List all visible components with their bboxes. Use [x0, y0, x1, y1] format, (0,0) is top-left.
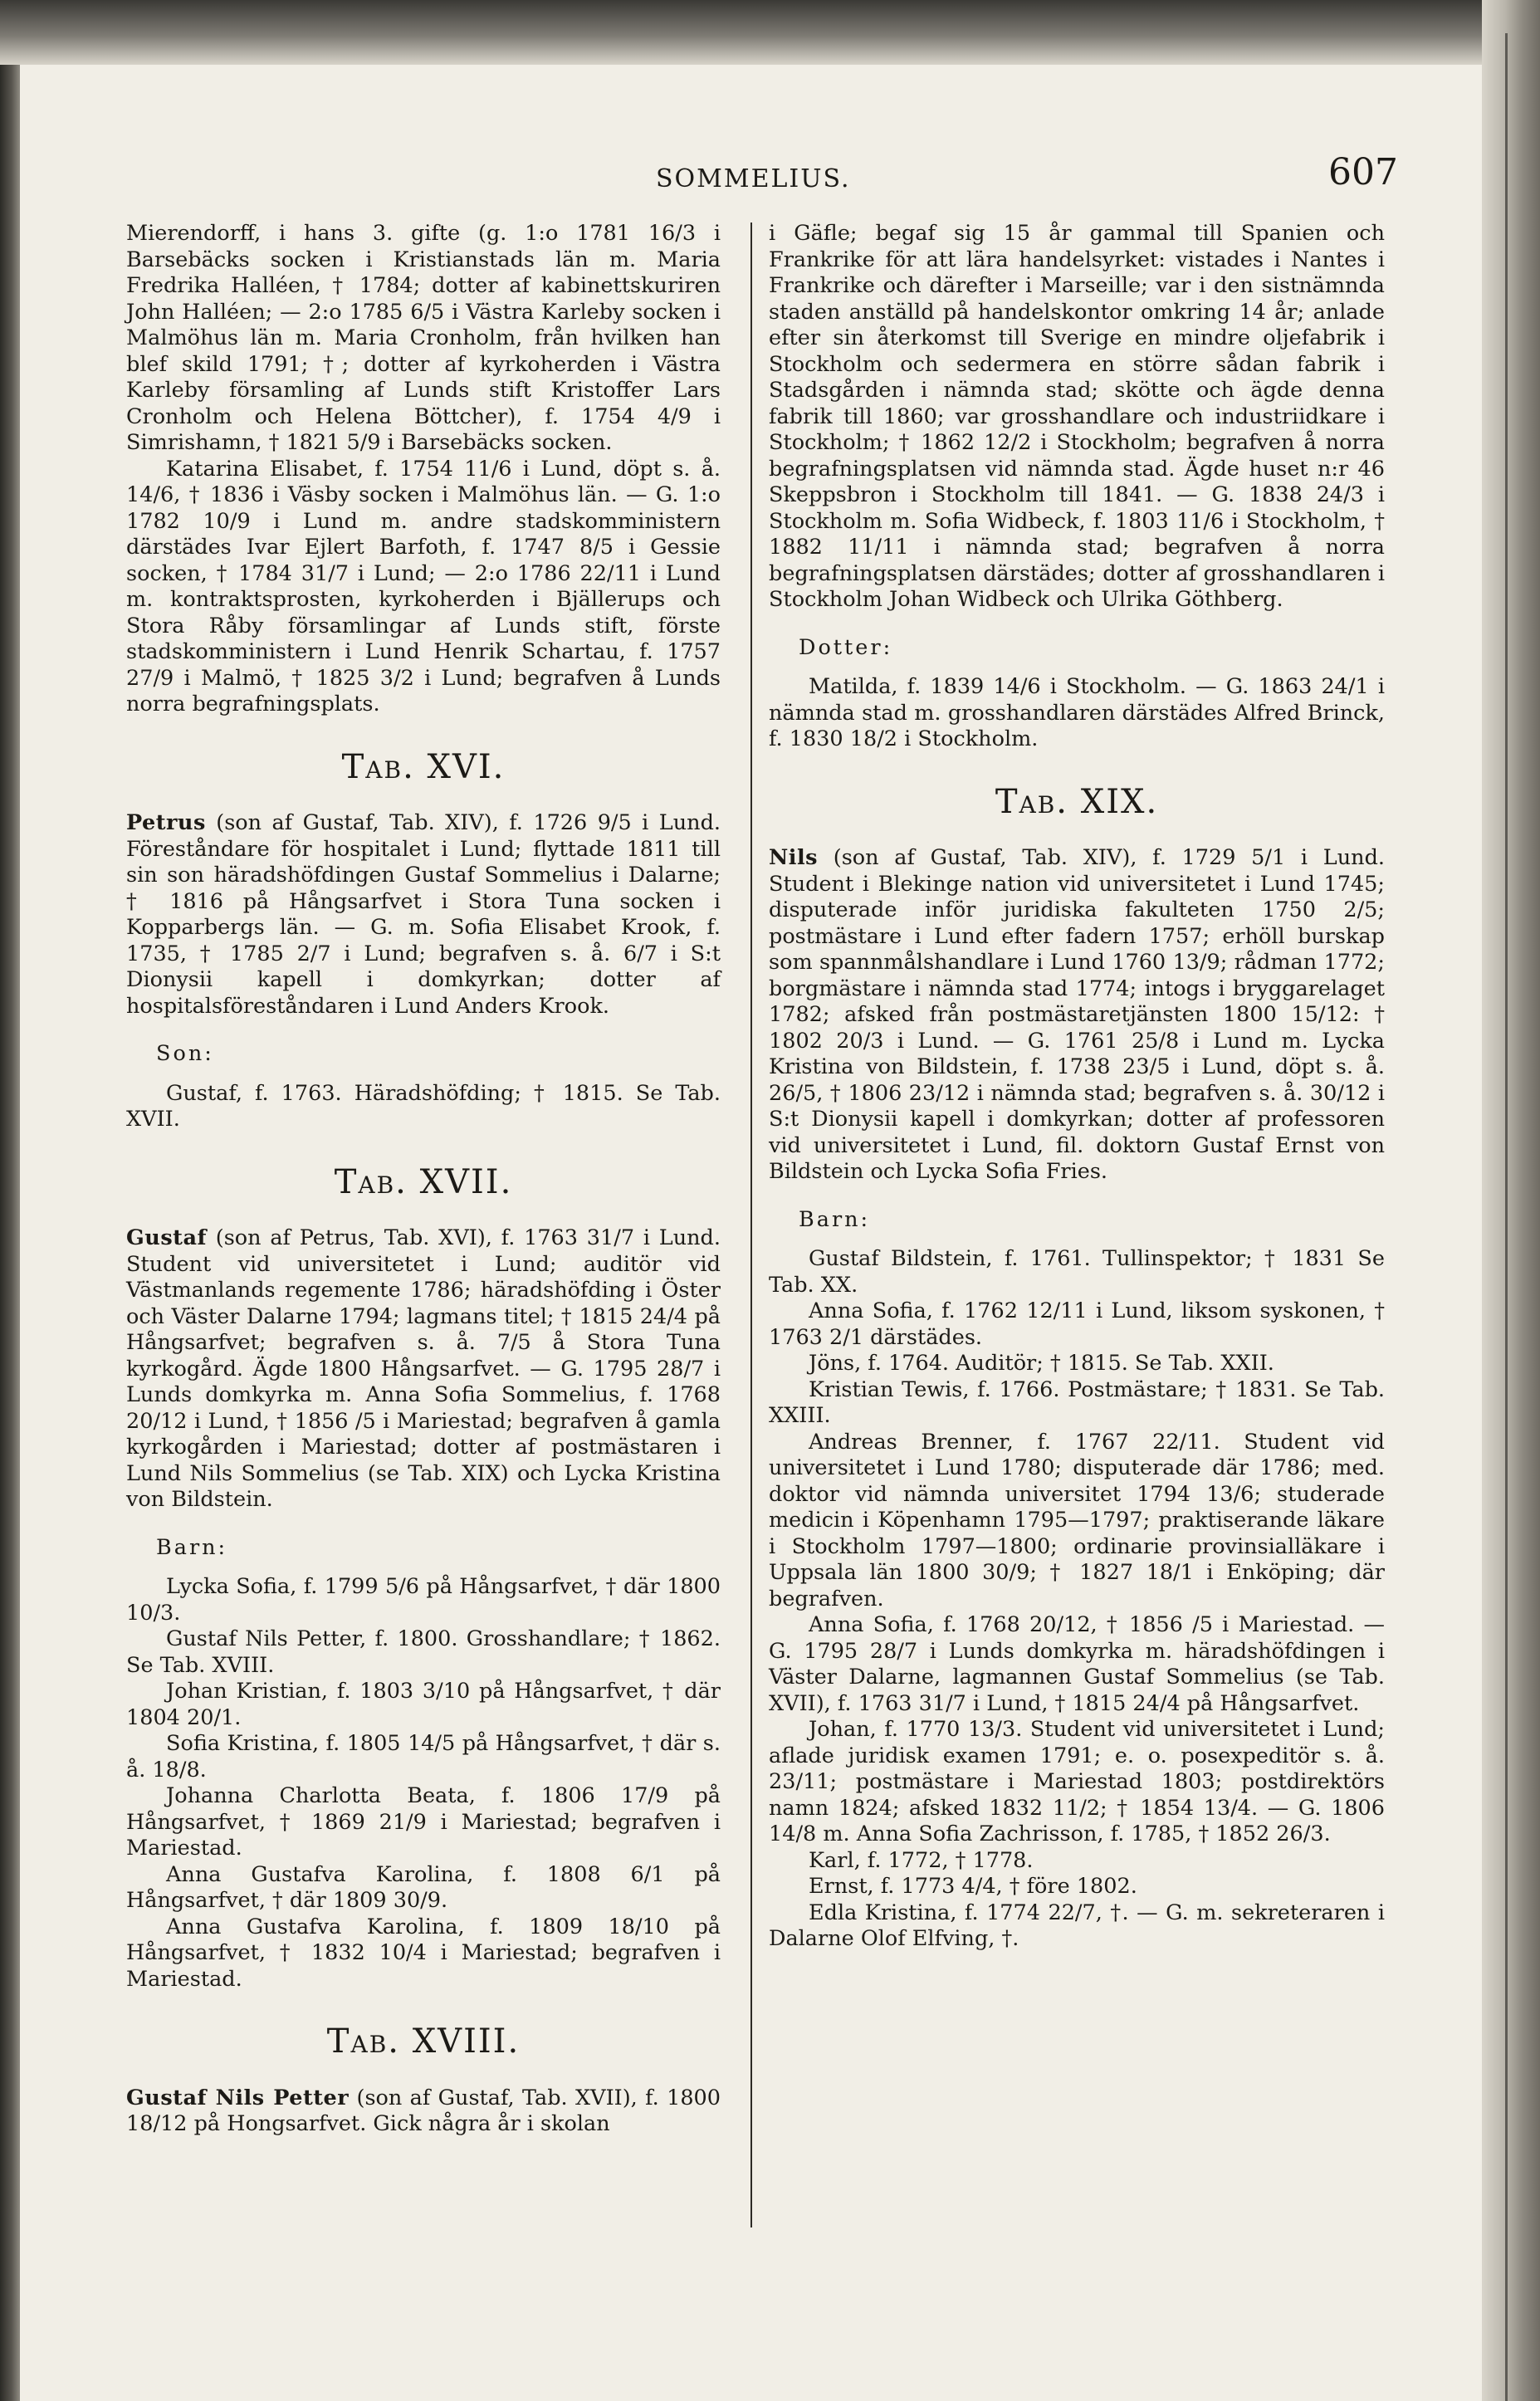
- tab-xix-child: Gustaf Bildstein, f. 1761. Tullinspektor; † 1831 Se Tab. XX.: [769, 1246, 1385, 1298]
- tab-xvii-child: Sofia Kristina, f. 1805 14/5 på Hångsarfvet, † där s. å. 18/8.: [126, 1731, 721, 1782]
- book-spine-shadow: [0, 0, 20, 2401]
- tab-xvii-children-label: Barn:: [156, 1534, 228, 1560]
- tab-xvii-child: Gustaf Nils Petter, f. 1800. Grosshandlare; † 1862. Se Tab. XVIII.: [126, 1626, 721, 1678]
- tab-xix-lead: Nils: [769, 845, 819, 870]
- tab-xix-child: Karl, f. 1772, † 1778.: [809, 1847, 1034, 1873]
- tab-xix-entry: [769, 845, 1385, 1186]
- tab-xviii-heading: Tab. XVIII.: [326, 2022, 521, 2061]
- tab-xvii-child: Anna Gustafva Karolina, f. 1809 18/10 på Hångsarfvet, † 1832 10/4 i Mariestad; begrafven i Mariestad.: [126, 1914, 721, 1992]
- left-column: [126, 221, 721, 2138]
- tab-xviii-body: (son af Gustaf, Tab. XVII), f. 1800 18/12 på Hongsarfvet. Gick några år i skolan: [126, 2085, 721, 2136]
- tab-xvii-heading: Tab. XVII.: [334, 1162, 513, 1201]
- tab-xix-heading: Tab. XIX.: [995, 782, 1159, 821]
- column-divider: [750, 222, 752, 2227]
- tab-xix-child: Anna Sofia, f. 1768 20/12, † 1856 /5 i Mariestad. — G. 1795 28/7 i Lunds domkyrka m. häradshöfdingen i Väster Dalarne, lagmannen Gustaf Sommelius (se Tab. XVII), f. 1763 31/7 i Lund, † 1815 24/4 på Hångsarfvet.: [769, 1612, 1385, 1716]
- tab-xviii-lead: Gustaf Nils Petter: [126, 2085, 350, 2110]
- tab-xvii-child: Johanna Charlotta Beata, f. 1806 17/9 på Hångsarfvet, † 1869 21/9 i Mariestad; begrafven i Mariestad.: [126, 1783, 721, 1861]
- top-edge-shadow: [0, 0, 1540, 65]
- tab-xvi-lead: Petrus: [126, 810, 206, 835]
- tab-xix-child: Kristian Tewis, f. 1766. Postmästare; † 1831. Se Tab. XXIII.: [769, 1377, 1385, 1428]
- tab-xix-child: Jöns, f. 1764. Auditör; † 1815. Se Tab. XXII.: [809, 1351, 1274, 1376]
- tab-xviii-daughter-label: Dotter:: [799, 634, 893, 660]
- tab-xvii-lead: Gustaf: [126, 1225, 207, 1250]
- tab-xix-children-label: Barn:: [799, 1206, 871, 1232]
- tab-xix-child: Edla Kristina, f. 1774 22/7, †. — G. m. sekreteraren i Dalarne Olof Elfving, †.: [769, 1900, 1385, 1951]
- tab-xvi-son-label: Son:: [156, 1041, 214, 1066]
- page-header: [0, 108, 1540, 193]
- tab-xvii-entry: [126, 1225, 721, 1513]
- tab-xvii-child: Johan Kristian, f. 1803 3/10 på Hångsarfvet, † där 1804 20/1.: [126, 1679, 721, 1730]
- right-column: [769, 221, 1385, 1953]
- running-title: SOMMELIUS.: [656, 164, 851, 193]
- tab-xvi-son: Gustaf, f. 1763. Häradshöfding; † 1815. Se Tab. XVII.: [126, 1080, 721, 1132]
- tab-xviii-continuation: i Gäfle; begaf sig 15 år gammal till Spanien och Frankrike för att lära handelsyrket: vistades i Nantes i Frankrike och därefter i Marseille; var i den sistnämnda staden anställd på handelskontor omkring 14 år; anlade efter sin återkomst till Sverige en mindre oljefabrik i Stockholm och sedermera en större sådan fabrik i Stadsgården i nämnda stad; skötte och ägde denna fabrik till 1860; var grosshandlare och industriidkare i Stockholm; † 1862 12/2 i Stockholm; begrafven å norra begrafningsplatsen vid nämnda stad. Ägde huset n:r 46 Skeppsbron i Stockholm till 1841. — G. 1838 24/3 i Stockholm m. Sofia Widbeck, f. 1803 11/6 i Stockholm, † 1882 11/11 i nämnda stad; begrafven å norra begrafningsplatsen därstädes; dotter af grosshandlaren i Stockholm Johan Widbeck och Ulrika Göthberg.: [769, 221, 1385, 612]
- intro-paragraph: Mierendorff, i hans 3. gifte (g. 1:o 1781 16/3 i Barsebäcks socken i Kristianstads län m. Maria Fredrika Halléen, † 1784; dotter af kabinettskuriren John Halléen; — 2:o 1785 6/5 i Västra Karleby socken i Malmöhus län m. Maria Cronholm, från hvilken han blef skild 1791; †; dotter af kyrkoherden i Västra Karleby församling af Lunds stift Kristoffer Lars Cronholm och Helena Böttcher), f. 1754 4/9 i Simrishamn, † 1821 5/9 i Barsebäcks socken.: [126, 221, 721, 455]
- tab-xix-child: Ernst, f. 1773 4/4, † före 1802.: [809, 1874, 1137, 1899]
- tab-xvii-child: Anna Gustafva Karolina, f. 1808 6/1 på Hångsarfvet, † där 1809 30/9.: [126, 1861, 721, 1913]
- tab-xvi-body: (son af Gustaf, Tab. XIV), f. 1726 9/5 i Lund. Föreståndare för hospitalet i Lund; flyttade 1811 till sin son häradshöfdingen Gustaf Sommelius i Dalarne; † 1816 på Hångsarfvet i Stora Tuna socken i Kopparbergs län. — G. m. Sofia Elisabet Krook, f. 1735, † 1785 2/7 i Lund; begrafven s. å. 6/7 i S:t Dionysii kapell i domkyrkan; dotter af hospitalsföreståndaren i Lund Anders Krook.: [126, 810, 721, 1019]
- tab-xvii-child: Lycka Sofia, f. 1799 5/6 på Hångsarfvet, † där 1800 10/3.: [126, 1574, 721, 1626]
- katarina-paragraph: Katarina Elisabet, f. 1754 11/6 i Lund, döpt s. å. 14/6, † 1836 i Väsby socken i Malmöhus län. — G. 1:o 1782 10/9 i Lund m. andre stadskomministern därstädes Ivar Ejlert Barfoth, f. 1747 8/5 i Gessie socken, † 1784 31/7 i Lund; — 2:o 1786 22/11 i Lund m. kontraktsprosten, kyrkoherden i Bjällerups och Stora Råby församlingar af Lunds stift, förste stadskomministern i Lund Henrik Schartau, f. 1757 27/9 i Malmö, † 1825 3/2 i Lund; begrafven å Lunds norra begrafningsplats.: [126, 456, 721, 716]
- tab-xvi-entry: [126, 810, 721, 1020]
- tab-xix-child: Johan, f. 1770 13/3. Student vid universitetet i Lund; aflade juridisk examen 1791; e. o. posexpeditör s. å. 23/11; postmästare i Mariestad 1803; postdirektörs namn 1824; afsked 1832 11/2; † 1854 13/4. — G. 1806 14/8 m. Anna Sofia Zachrisson, f. 1785, † 1852 26/3.: [769, 1717, 1385, 1846]
- tab-xix-body: (son af Gustaf, Tab. XIV), f. 1729 5/1 i Lund. Student i Blekinge nation vid universitetet i Lund 1745; disputerade inför juridiska fakulteten 1750 2/5; postmästare i Lund efter fadern 1757; erhöll burskap som spannmålshandlare i Lund 1760 13/9; rådman 1772; borgmästare i nämnda stad 1774; intogs i bryggarelaget 1782; afsked från postmästaretjänsten 1800 15/12: † 1802 20/3 i Lund. — G. 1761 25/8 i Lund m. Lycka Kristina von Bildstein, f. 1738 23/5 i Lund, döpt s. å. 26/5, † 1806 23/12 i nämnda stad; begrafven s. å. 30/12 i S:t Dionysii kapell i domkyrkan; dotter af professoren vid universitetet i Lund, fil. doktorn Gustaf Ernst von Bildstein och Lycka Sofia Fries.: [769, 845, 1385, 1184]
- page-number: 607: [1328, 151, 1398, 193]
- tab-xviii-entry: [126, 2086, 721, 2138]
- tab-xix-child: Andreas Brenner, f. 1767 22/11. Student vid universitetet i Lund 1780; disputerade där 1786; med. doktor vid nämnda universitet 1794 13/6; studerade medicin i Köpenhamn 1795—1797; praktiserande läkare i Stockholm 1797—1800; ordinarie provinsialläkare i Uppsala län 1800 30/9; † 1827 18/1 i Enköping; där begrafven.: [769, 1429, 1385, 1611]
- tab-xvi-heading: Tab. XVI.: [341, 747, 506, 786]
- tab-xix-child: Anna Sofia, f. 1762 12/11 i Lund, liksom syskonen, † 1763 2/1 därstädes.: [769, 1298, 1385, 1350]
- page-right-edge: [1482, 0, 1540, 2401]
- tab-xvii-body: (son af Petrus, Tab. XVI), f. 1763 31/7 i Lund. Student vid universitetet i Lund; auditör vid Västmanlands regemente 1786; häradshöfding i Öster och Väster Dalarne 1794; lagmans titel; † 1815 24/4 på Hångsarfvet; begrafven s. å. 7/5 å Stora Tuna kyrkogård. Ägde 1800 Hångsarfvet. — G. 1795 28/7 i Lunds domkyrka m. Anna Sofia Sommelius, f. 1768 20/12 i Lund, † 1856 /5 i Mariestad; begrafven å gamla kyrkogården i Mariestad; dotter af postmästaren i Lund Nils Sommelius (se Tab. XIX) och Lycka Kristina von Bildstein.: [126, 1225, 721, 1512]
- tab-xviii-daughter: Matilda, f. 1839 14/6 i Stockholm. — G. 1863 24/1 i nämnda stad m. grosshandlaren därstädes Alfred Brinck, f. 1830 18/2 i Stockholm.: [769, 674, 1385, 751]
